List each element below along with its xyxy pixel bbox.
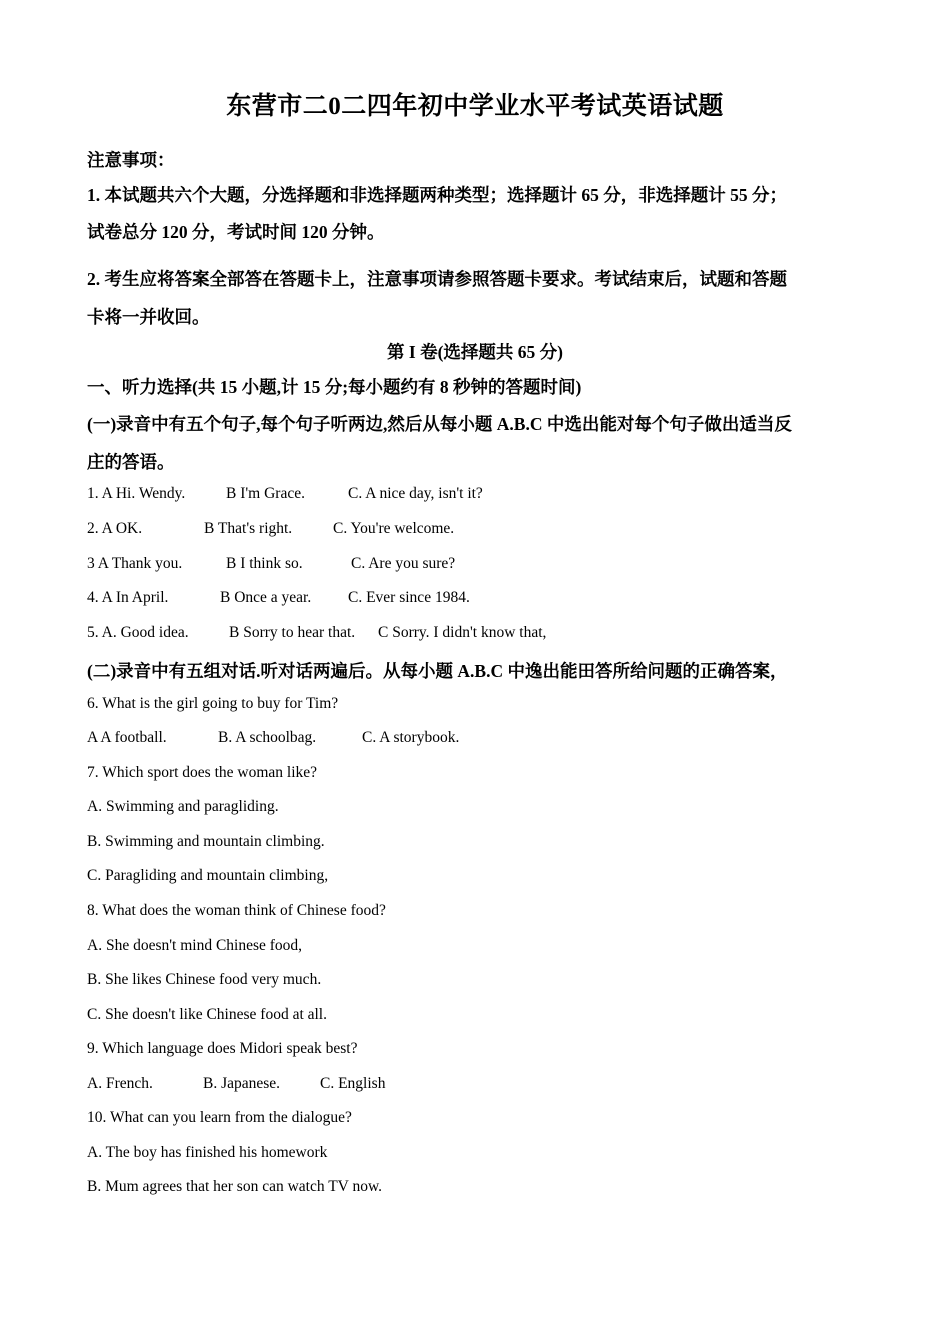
q3-option-c: C. Are you sure? xyxy=(351,555,456,572)
q5-option-a: 5. A. Good idea. xyxy=(87,624,189,641)
q5-option-b: B Sorry to hear that. xyxy=(229,624,356,641)
q4-option-b: B Once a year. xyxy=(220,589,312,606)
q7-stem: 7. Which sport does the woman like? xyxy=(87,764,318,781)
q6-option-b: B. A schoolbag. xyxy=(218,729,317,746)
q9-option-c: C. English xyxy=(320,1075,386,1092)
q2-option-a: 2. A OK. xyxy=(87,520,143,537)
q1-option-c: C. A nice day, isn't it? xyxy=(348,485,483,502)
q10-stem: 10. What can you learn from the dialogue? xyxy=(87,1109,352,1126)
sub1-instruction-line2: 庄的答语。 xyxy=(87,452,175,472)
q6-stem: 6. What is the girl going to buy for Tim? xyxy=(87,695,339,712)
q8-option-b: B. She likes Chinese food very much. xyxy=(87,971,322,988)
q7-option-c: C. Paragliding and mountain climbing, xyxy=(87,867,329,884)
q9-option-b: B. Japanese. xyxy=(203,1075,281,1092)
q4-option-c: C. Ever since 1984. xyxy=(348,589,470,606)
q10-option-b: B. Mum agrees that her son can watch TV now. xyxy=(87,1178,383,1195)
notice-item2-line1: 2. 考生应将答案全部答在答题卡上，注意事项请参照答题卡要求。考试结束后，试题和答题 xyxy=(87,269,787,289)
q3-option-a: 3 A Thank you. xyxy=(87,555,183,572)
q2-option-c: C. You're welcome. xyxy=(333,520,455,537)
q10-option-a: A. The boy has finished his homework xyxy=(87,1144,328,1161)
q7-option-a: A. Swimming and paragliding. xyxy=(87,798,279,815)
sub1-instruction-line1: (一)录音中有五个句子,每个句子听两边,然后从每小题 A.B.C 中选出能对每个句子做出适当反 xyxy=(87,414,792,434)
notice-item1-line2: 试卷总分 120 分，考试时间 120 分钟。 xyxy=(87,222,385,242)
sub2-instruction: (二)录音中有五组对话.听对话两遍后。从每小题 A.B.C 中逸出能田答所给问题的正确答案， xyxy=(87,661,788,681)
q8-option-a: A. She doesn't mind Chinese food, xyxy=(87,937,303,954)
q8-stem: 8. What does the woman think of Chinese food? xyxy=(87,902,386,919)
section1-title: 一、听力选择(共 15 小题,计 15 分;每小题约有 8 秒钟的答题时间) xyxy=(87,377,582,397)
q6-option-a: A A football. xyxy=(87,729,167,746)
q5-option-c: C Sorry. I didn't know that, xyxy=(378,624,547,641)
q7-option-b: B. Swimming and mountain climbing. xyxy=(87,833,325,850)
q3-option-b: B I think so. xyxy=(226,555,303,572)
notice-item1-line1: 1. 本试题共六个大题，分选择题和非选择题两种类型；选择题计 65 分，非选择题计 55 分； xyxy=(87,185,787,205)
part1-title: 第 I 卷(选择题共 65 分) xyxy=(387,342,563,362)
q6-option-c: C. A storybook. xyxy=(362,729,460,746)
q1-option-a: 1. A Hi. Wendy. xyxy=(87,485,186,502)
q8-option-c: C. She doesn't like Chinese food at all. xyxy=(87,1006,327,1023)
exam-title: 东营市二0二四年初中学业水平考试英语试题 xyxy=(226,93,724,120)
q9-option-a: A. French. xyxy=(87,1075,153,1092)
q1-option-b: B I'm Grace. xyxy=(226,485,305,502)
notice-heading: 注意事项： xyxy=(87,150,175,170)
notice-item2-line2: 卡将一并收回。 xyxy=(87,307,210,327)
q2-option-b: B That's right. xyxy=(204,520,293,537)
q9-stem: 9. Which language does Midori speak best? xyxy=(87,1040,358,1057)
q4-option-a: 4. A In April. xyxy=(87,589,169,606)
